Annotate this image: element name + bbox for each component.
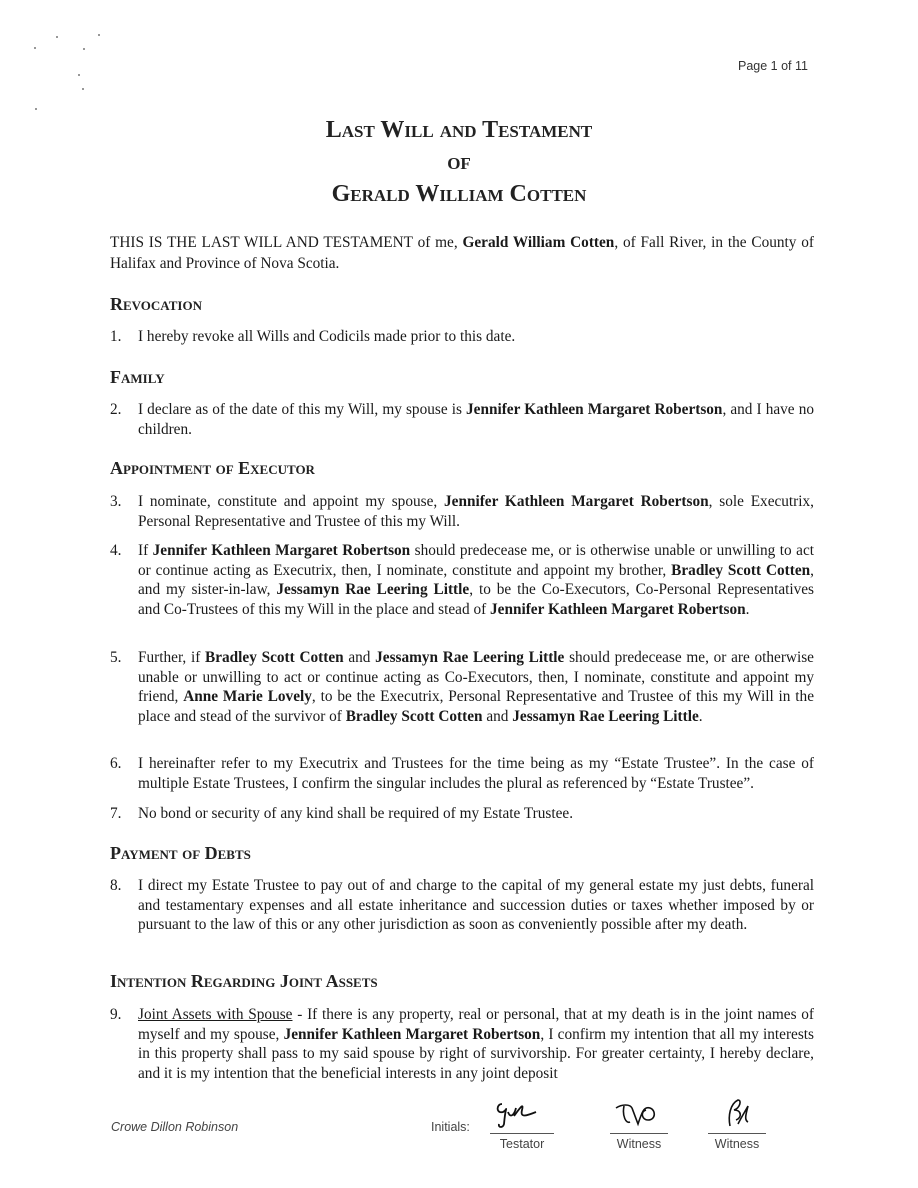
bold-name: Jennifer Kathleen Margaret Robertson: [466, 401, 723, 418]
text: , and I have no children.: [138, 401, 814, 438]
bold-name: Anne Marie Lovely: [183, 688, 312, 705]
clause-7: [110, 804, 814, 824]
intro-text: , of Fall River, in the County of Halifax and Province of Nova Scotia.: [110, 234, 814, 272]
text: should predecease me, or are otherwise unable or unwilling to act or continue acting as Co-Executors, then, I nominate, constitute and appoint my friend,: [138, 649, 814, 705]
initials-slot-witness-2: [708, 1118, 766, 1151]
signature-label: Witness: [616, 1137, 662, 1151]
bold-name: Jessamyn Rae Leering Little: [375, 649, 565, 666]
page-footer: [0, 1118, 918, 1158]
heading-intention-regarding-joint-assets: Intention Regarding Joint Assets: [110, 971, 378, 991]
bold-name: Jessamyn Rae Leering Little: [276, 581, 470, 598]
signature-line: [708, 1133, 766, 1134]
bold-name: Jennifer Kathleen Margaret Robertson: [283, 1025, 541, 1043]
scan-speck: [78, 74, 80, 76]
page-number: Page 1 of 11: [738, 59, 808, 73]
clause-6: [110, 754, 814, 793]
clause-8: [110, 876, 814, 935]
bold-name: Bradley Scott Cotten: [671, 561, 811, 579]
intro-text: THIS IS THE LAST WILL AND TESTAMENT of me,: [110, 234, 463, 251]
clause-number: 7.: [110, 805, 122, 822]
signature-label: Testator: [499, 1137, 545, 1151]
clause-number: 6.: [110, 755, 122, 772]
clause-text: I direct my Estate Trustee to pay out of and charge to the capital of my general estate my just debts, funeral and testamentary expenses and all estate inheritance and succession duties or taxes whether imposed by or pursuant to the law of this or any other jurisdiction as soon as conveniently possible after my death.: [138, 877, 814, 933]
text: , I confirm my intention that all my interests in this property shall pass to my said spouse by right of survivorship. For greater certainty, I hereby declare, and it is my intention that the beneficial interests in any joint deposit: [138, 1025, 814, 1082]
clause-number: 5.: [110, 649, 122, 666]
text: - If there is any property, real or personal, that at my death is in the joint names of myself and my spouse,: [138, 1006, 815, 1043]
clause-text: I hereby revoke all Wills and Codicils made prior to this date.: [138, 328, 516, 345]
signature-line: [490, 1133, 554, 1134]
initials-slot-witness-1: [610, 1118, 668, 1151]
law-firm-name: Crowe Dillon Robinson: [111, 1120, 239, 1134]
scan-speck: [98, 34, 100, 36]
signature-line: [610, 1133, 668, 1134]
scan-speck: [34, 47, 36, 49]
clause-text: [138, 400, 814, 439]
scan-speck: [83, 48, 85, 50]
text: and: [482, 707, 513, 725]
clause-number: 4.: [110, 542, 122, 559]
clause-text: I hereinafter refer to my Executrix and Trustees for the time being as my “Estate Trustee”. In the case of multiple Estate Trustees, I confirm the singular includes the plural as referenced by “Estate Trustee”.: [138, 755, 814, 792]
document-title-line2: of: [447, 149, 471, 175]
clause-1: [110, 327, 814, 347]
underlined-subheading: Joint Assets with Spouse: [138, 1006, 293, 1023]
initials-label: Initials:: [431, 1120, 470, 1134]
text: , to be the Co-Executors, Co-Personal Representatives and Co-Trustees of this my Will in the place and stead of: [138, 581, 814, 618]
clause-number: 1.: [110, 328, 122, 345]
initials-slot-testator: [490, 1118, 554, 1151]
text: should predecease me, or is otherwise unable or unwilling to act or continue acting as Executrix, then, I nominate, constitute and appoint my brother,: [138, 542, 814, 579]
text: and: [343, 649, 376, 666]
bold-name: Jennifer Kathleen Margaret Robertson: [152, 542, 411, 559]
clause-number: 3.: [110, 493, 122, 510]
heading-payment-of-debts: Payment of Debts: [110, 843, 251, 863]
bold-name: Bradley Scott Cotten: [345, 707, 483, 725]
text: .: [698, 707, 703, 725]
clause-text: [138, 541, 814, 619]
document-title-line3: Gerald William Cotten: [331, 181, 587, 207]
bold-name: Jessamyn Rae Leering Little: [512, 707, 699, 725]
bold-name: Jennifer Kathleen Margaret Robertson: [444, 493, 709, 510]
bold-name: Jennifer Kathleen Margaret Robertson: [490, 600, 746, 618]
clause-2: [110, 400, 814, 439]
intro-paragraph: [110, 232, 814, 274]
heading-appointment-of-executor: Appointment of Executor: [110, 458, 315, 478]
clause-9: [110, 1005, 814, 1083]
scan-speck: [82, 88, 84, 90]
clause-text: No bond or security of any kind shall be required of my Estate Trustee.: [138, 805, 574, 822]
clause-5: [110, 648, 814, 726]
text: , and my sister-in-law,: [138, 561, 814, 598]
text: , to be the Executrix, Personal Representative and Trustee of this my Will in the place and stead of the survivor of: [138, 688, 814, 725]
clause-text: [138, 648, 814, 726]
heading-family: Family: [110, 367, 165, 387]
handwritten-initials-icon: [708, 1098, 766, 1130]
text: .: [745, 600, 750, 618]
clause-text: [138, 1005, 814, 1083]
handwritten-initials-icon: [490, 1098, 554, 1130]
scan-speck: [35, 108, 37, 110]
text: , sole Executrix, Personal Representative and Trustee of this my Will.: [138, 493, 814, 530]
heading-revocation: Revocation: [110, 294, 202, 314]
clause-number: 2.: [110, 401, 122, 418]
text: Further, if: [138, 649, 206, 666]
testator-name: Gerald William Cotten: [462, 234, 615, 251]
bold-name: Bradley Scott Cotten: [205, 649, 344, 666]
signature-label: Witness: [714, 1137, 760, 1151]
clause-3: [110, 492, 814, 531]
clause-text: [138, 492, 814, 531]
document-title-line1: Last Will and Testament: [325, 117, 593, 143]
handwritten-initials-icon: [610, 1098, 668, 1130]
clause-4: [110, 541, 814, 619]
text: I nominate, constitute and appoint my spouse,: [138, 493, 445, 510]
clause-number: 8.: [110, 877, 122, 894]
text: If: [138, 542, 153, 559]
clause-number: 9.: [110, 1006, 122, 1023]
text: I declare as of the date of this my Will, my spouse is: [138, 401, 467, 418]
scan-speck: [56, 36, 58, 38]
